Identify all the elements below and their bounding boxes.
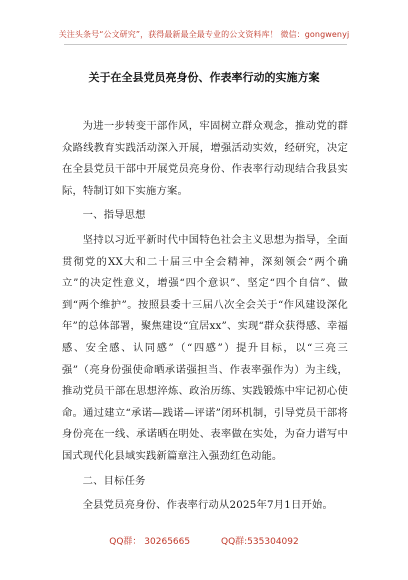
qq-group-2: QQ群:535304092 (220, 537, 299, 547)
section-heading-goals: 二、目标任务 (82, 474, 146, 487)
qq-group-1: QQ群： 30265665 (109, 537, 191, 547)
footer-contacts (0, 534, 408, 547)
document-body (62, 116, 348, 517)
goals-paragraph: 全县党员亮身份、作表率行动从2025年7月1日开始。 (82, 499, 334, 512)
guiding-ideology-paragraph: 坚持以习近平新时代中国特色社会主义思想为指导，全面贯彻党的XX大和二十届三中全会精神，深刻领会“两个确立”的决定性意义，增强“四个意识”、坚定“四个自信”、做到“两个维护”。按照县委十三届八次全会关于“作风建设深化年”的总体部署，聚焦建设“宜居xx”、实现“群众获得感、幸福感、安全感、认同感”（“四感”）提升目标，以“三亮三强”（亮身份强使命晒承诺强担当、作表率强作为）为主线，推动党员干部在思想淬炼、政治历练、实践锻炼中牢记初心使命。通过建立“承诺—践诺—评诺”闭环机制，引导党员干部将身份亮在一线、承诺晒在明处、表率做在实处，为奋力谱写中国式现代化县域实践新篇章注入强劲红色动能。 (62, 233, 348, 462)
section-heading-guiding-ideology: 一、指导思想 (82, 209, 146, 222)
promo-banner: 关注头条号“公文研究”，获得最新最全最专业的公文资料库！ 微信：gongwenyj (58, 30, 350, 39)
document-title: 关于在全县党员亮身份、作表率行动的实施方案 (88, 71, 320, 84)
intro-paragraph: 为进一步转变干部作风，牢固树立群众观念，推动党的群众路线教育实践活动深入开展，增强活动实效，经研究，决定在全县党员干部中开展党员亮身份、作表率行动现结合我县实际，特制订如下实施方案。 (62, 120, 348, 197)
header-divider (64, 44, 347, 45)
